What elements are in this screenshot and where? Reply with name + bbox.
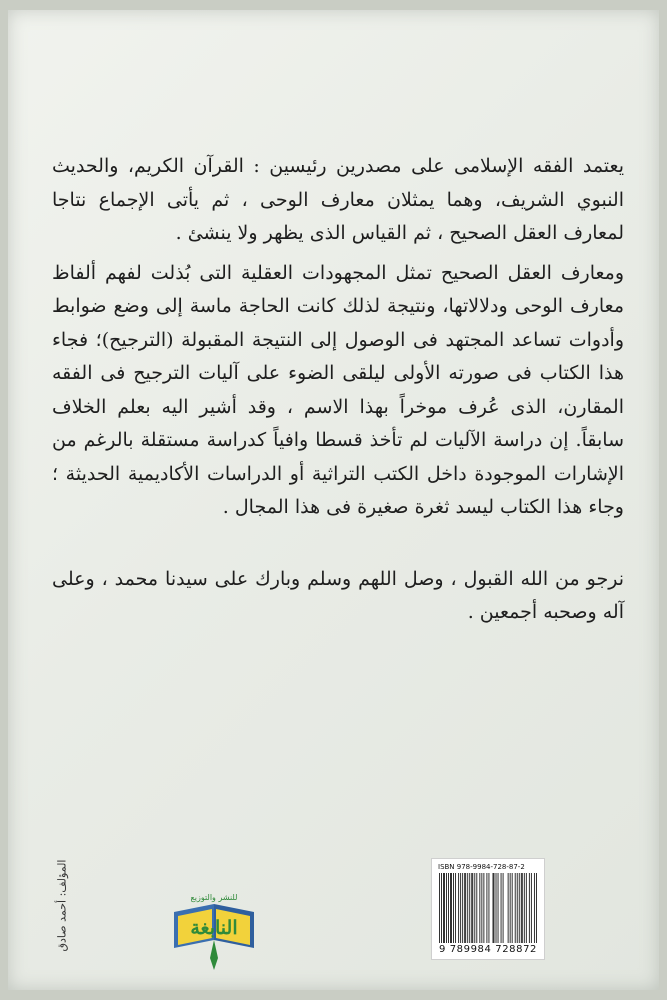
blurb-text	[52, 150, 624, 630]
barcode-bar	[458, 873, 459, 943]
author-credit-text: المؤلف: أحمد صادق	[55, 859, 69, 952]
barcode-bar	[474, 873, 475, 943]
barcode	[431, 858, 545, 960]
barcode-bar	[465, 873, 466, 943]
publisher-logo	[166, 882, 262, 974]
barcode-bar	[510, 873, 511, 943]
barcode-bar	[526, 873, 527, 943]
book-back-cover	[8, 10, 659, 990]
barcode-bar	[446, 873, 447, 943]
barcode-bar	[464, 873, 465, 943]
barcode-bar	[521, 873, 522, 943]
barcode-bar	[467, 873, 468, 943]
barcode-bar	[498, 873, 499, 943]
barcode-bar	[483, 873, 484, 943]
barcode-bar	[503, 873, 504, 943]
barcode-bar	[508, 873, 509, 943]
barcode-bar	[517, 873, 518, 943]
barcode-bar	[443, 873, 444, 943]
barcode-bar	[522, 873, 523, 943]
ean-number: 9 789984 728872	[438, 944, 538, 955]
barcode-bar	[471, 873, 472, 943]
barcode-bar	[524, 873, 525, 943]
barcode-bar	[486, 873, 487, 943]
blurb-paragraph-2: ومعارف العقل الصحيح تمثل المجهودات العقلية التى بُذلت لفهم ألفاظ معارف الوحى ودلالاتها، ونتيجة لذلك كانت الحاجة ماسة إلى وضع ضوابط وأدوات تساعد المجتهد فى الوصول إلى النتيجة المقبولة (الترجيح)؛ فجاء هذا الكتاب فى صورته الأولى ليلقى الضوء على آليات الترجيح فى الفقه المقارن، الذى عُرف موخراً بهذا الاسم ، وقد أشير اليه بعلم الخلاف سابقاً. إن دراسة الآليات لم تأخذ قسطا وافياً كدراسة مستقلة بالرغم من الإشارات الموجودة داخل الكتب التراثية أو الدراسات الأكاديمية الحديثة ؛ وجاء هذا الكتاب ليسد ثغرة صغيرة فى هذا المجال .	[52, 261, 624, 518]
isbn-label: ISBN 978-9984-728-87-2	[438, 863, 525, 871]
barcode-bar	[460, 873, 461, 943]
publisher-name: النابغة	[190, 917, 238, 939]
publisher-tagline: للنشر والتوزيع	[190, 893, 238, 902]
barcode-bars	[439, 873, 537, 943]
barcode-bar	[462, 873, 463, 943]
barcode-bar	[501, 873, 502, 943]
barcode-bar	[472, 873, 473, 943]
barcode-bar	[476, 873, 477, 943]
barcode-bar	[515, 873, 516, 943]
barcode-bar	[536, 873, 537, 943]
barcode-bar	[444, 873, 445, 943]
barcode-bar	[496, 873, 497, 943]
barcode-bar	[489, 873, 490, 943]
barcode-bar	[451, 873, 452, 943]
barcode-bar	[441, 873, 442, 943]
barcode-bar	[493, 873, 494, 943]
barcode-bar	[453, 873, 454, 943]
barcode-bar	[529, 873, 530, 943]
barcode-bar	[455, 873, 456, 943]
blurb-paragraph-1: يعتمد الفقه الإسلامى على مصدرين رئيسين : القرآن الكريم، والحديث النبوي الشريف، وهما يمثلان معارف الوحى ، ثم يأتى الإجماع نتاجا لمعارف العقل الصحيح ، ثم القياس الذى يظهر ولا ينشئ .	[52, 155, 624, 244]
barcode-bar	[479, 873, 480, 943]
barcode-bar	[481, 873, 482, 943]
barcode-bar	[534, 873, 535, 943]
barcode-bar	[494, 873, 495, 943]
barcode-bar	[512, 873, 513, 943]
barcode-bar	[448, 873, 449, 943]
barcode-bar	[519, 873, 520, 943]
barcode-bar	[439, 873, 440, 943]
barcode-bar	[469, 873, 470, 943]
author-credit	[48, 858, 76, 968]
barcode-bar	[531, 873, 532, 943]
barcode-bar	[450, 873, 451, 943]
blurb-closing: نرجو من الله القبول ، وصل اللهم وسلم وبارك على سيدنا محمد ، وعلى آله وصحبه أجمعين .	[52, 567, 624, 623]
